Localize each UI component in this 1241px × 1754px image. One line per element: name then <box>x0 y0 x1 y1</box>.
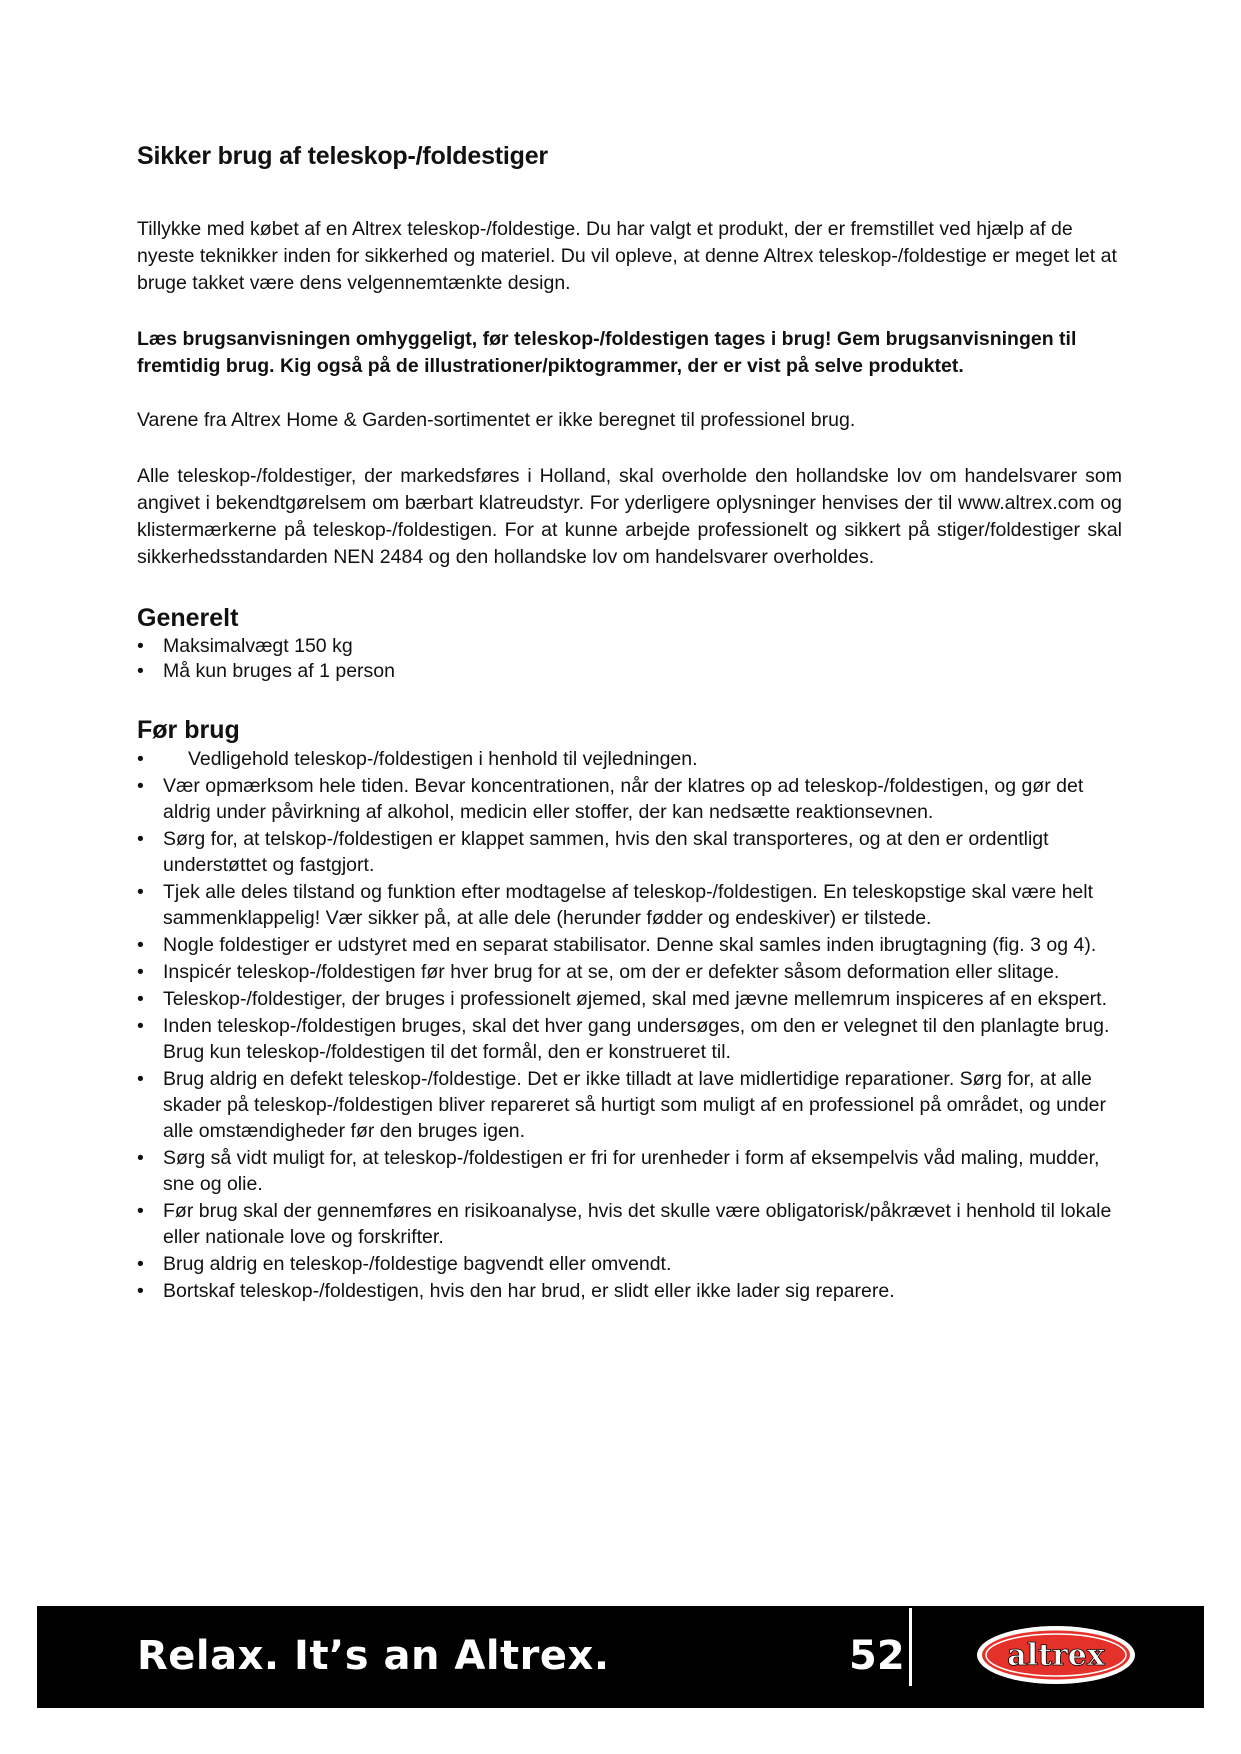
list-item-text: Vær opmærksom hele tiden. Bevar koncentrationen, når der klatres op ad teleskop-/foldestigen, og gør det aldrig under påvirkning af alkohol, medicin eller stoffer, der kan nedsætte reaktionsevnen. <box>163 775 1084 823</box>
general-list <box>137 634 1122 684</box>
bullet-icon: • <box>137 1015 144 1037</box>
bullet-icon: • <box>137 660 144 682</box>
bullet-icon: • <box>137 961 144 983</box>
footer-divider <box>909 1608 912 1686</box>
law-paragraph: Alle teleskop-/foldestiger, der markedsføres i Holland, skal overholde den hollandske lov om handelsvarer som angivet i bekendtgørelsem om bærbart klatreudstyr. For yderligere oplysninger henvises der til www.altrex.com og klistermærkerne på teleskop-/foldestigen. For at kunne arbejde professionelt og sikkert på stiger/foldestiger skal sikkerhedsstandarden NEN 2484 og den hollandske lov om handelsvarer overholdes. <box>137 465 1122 568</box>
list-item-text: Før brug skal der gennemføres en risikoanalyse, hvis det skulle være obligatorisk/påkrævet i henhold til lokale eller nationale love og forskrifter. <box>163 1200 1112 1248</box>
list-item-text: Maksimalvægt 150 kg <box>163 635 353 657</box>
intro-paragraph: Tillykke med købet af en Altrex teleskop-/foldestige. Du har valgt et produkt, der er fremstillet ved hjælp af de nyeste teknikker inden for sikkerhed og materiel. Du vil opleve, at denne Altrex teleskop-/foldestige er meget let at bruge takket være dens velgennemtænkte design. <box>137 218 1117 294</box>
warning-paragraph: Læs brugsanvisningen omhyggeligt, før teleskop-/foldestigen tages i brug! Gem brugsanvisningen til fremtidig brug. Kig også på de illustrationer/piktogrammer, der er vist på selve produktet. <box>137 328 1077 377</box>
list-item <box>137 986 1122 1012</box>
list-item-text: Tjek alle deles tilstand og funktion efter modtagelse af teleskop-/foldestigen. En teleskopstige skal være helt sammenklappelig! Vær sikker på, at alle dele (herunder fødder og endeskiver) er tilstede. <box>163 881 1094 929</box>
list-item <box>137 1198 1122 1250</box>
list-item-text: Må kun bruges af 1 person <box>163 660 395 682</box>
list-item <box>137 1278 1122 1304</box>
list-item <box>137 659 1122 684</box>
bullet-icon: • <box>137 1068 144 1090</box>
list-item-text: Brug aldrig en teleskop-/foldestige bagvendt eller omvendt. <box>163 1253 672 1275</box>
list-item <box>137 1145 1122 1197</box>
list-item <box>137 959 1122 985</box>
list-item-text: Nogle foldestiger er udstyret med en separat stabilisator. Denne skal samles inden ibrugtagning (fig. 3 og 4). <box>163 934 1097 956</box>
list-item <box>137 879 1122 931</box>
list-item <box>137 1013 1122 1065</box>
list-item <box>137 1251 1122 1277</box>
list-item-text: Brug aldrig en defekt teleskop-/foldestige. Det er ikke tilladt at lave midlertidige reparationer. Sørg for, at alle skader på teleskop-/foldestigen bliver repareret så hurtigt som muligt af en professionel på området, og under alle omstændigheder før den bruges igen. <box>163 1068 1107 1142</box>
bullet-icon: • <box>137 828 144 850</box>
general-heading: Generelt <box>137 604 239 632</box>
bullet-icon: • <box>137 1200 144 1222</box>
bullet-icon: • <box>137 775 144 797</box>
list-item <box>137 773 1122 825</box>
bullet-icon: • <box>137 881 144 903</box>
list-item-text: Bortskaf teleskop-/foldestigen, hvis den har brud, er slidt eller ikke lader sig reparere. <box>163 1280 895 1302</box>
footer-slogan: Relax. It’s an Altrex. <box>137 1633 610 1679</box>
list-item <box>137 826 1122 878</box>
altrex-logo-icon <box>975 1624 1137 1686</box>
before-use-list <box>137 746 1122 1304</box>
bullet-icon: • <box>137 748 144 770</box>
bullet-icon: • <box>137 934 144 956</box>
bullet-icon: • <box>137 1147 144 1169</box>
list-item-text: Inspicér teleskop-/foldestigen før hver brug for at se, om der er defekter såsom deformation eller slitage. <box>163 961 1060 983</box>
page-footer <box>37 1606 1204 1708</box>
list-item-text: Inden teleskop-/foldestigen bruges, skal det hver gang undersøges, om den er velegnet til den planlagte brug. Brug kun teleskop-/foldestigen til det formål, den er konstrueret til. <box>163 1015 1110 1063</box>
before-use-heading: Før brug <box>137 716 240 744</box>
list-item <box>137 634 1122 659</box>
page-title: Sikker brug af teleskop-/foldestiger <box>137 142 548 170</box>
list-item-text: Vedligehold teleskop-/foldestigen i henhold til vejledningen. <box>188 748 698 770</box>
bullet-icon: • <box>137 635 144 657</box>
note-paragraph: Varene fra Altrex Home & Garden-sortimentet er ikke beregnet til professionel brug. <box>137 409 856 431</box>
list-item <box>137 932 1122 958</box>
list-item-text: Sørg så vidt muligt for, at teleskop-/foldestigen er fri for urenheder i form af eksempelvis våd maling, mudder, sne og olie. <box>163 1147 1100 1195</box>
document-body <box>137 140 1122 1305</box>
logo-text: altrex <box>1007 1638 1105 1673</box>
list-item-text: Teleskop-/foldestiger, der bruges i professionelt øjemed, skal med jævne mellemrum inspiceres af en ekspert. <box>163 988 1108 1010</box>
list-item-text: Sørg for, at telskop-/foldestigen er klappet sammen, hvis den skal transporteres, og at den er ordentligt understøttet og fastgjort. <box>163 828 1049 876</box>
bullet-icon: • <box>137 1280 144 1302</box>
list-item <box>137 746 1122 772</box>
list-item <box>137 1066 1122 1144</box>
bullet-icon: • <box>137 1253 144 1275</box>
page-number: 52 <box>849 1633 905 1679</box>
bullet-icon: • <box>137 988 144 1010</box>
